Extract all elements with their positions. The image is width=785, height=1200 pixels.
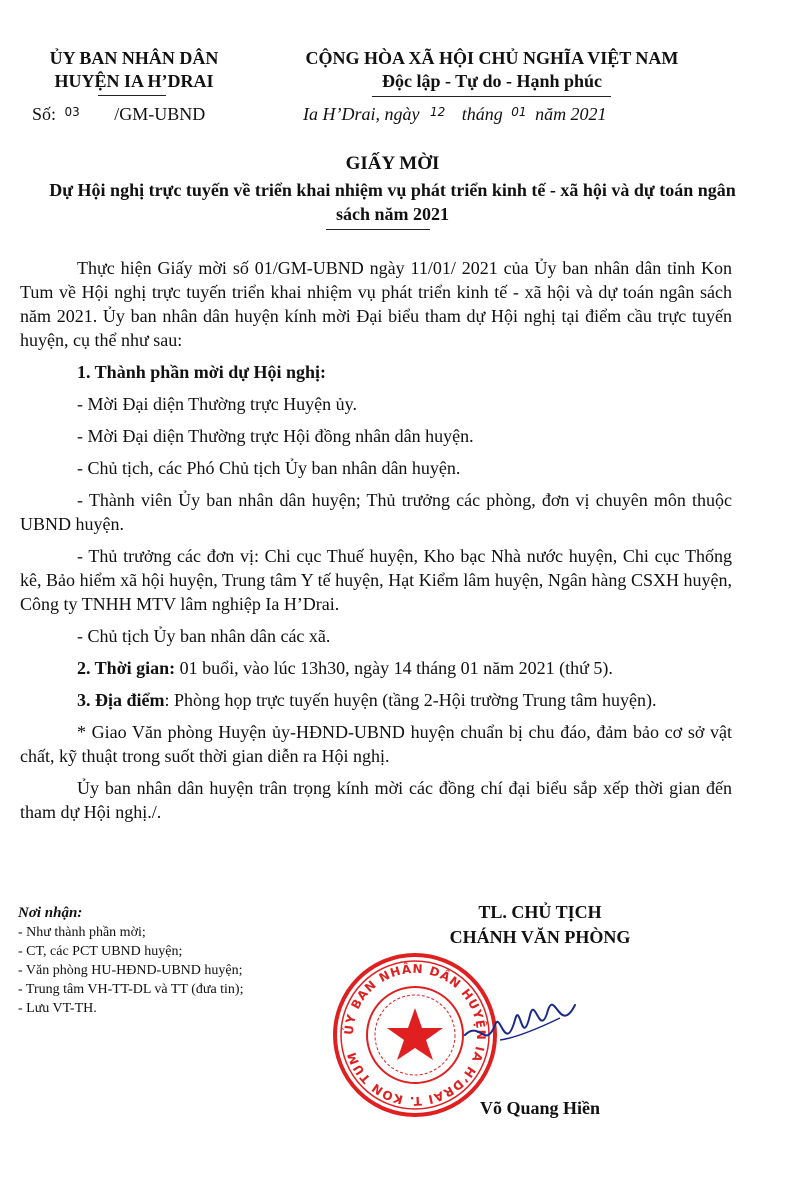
recipients-list bbox=[18, 923, 348, 1018]
attendee-item: - Mời Đại diện Thường trực Huyện ủy. bbox=[77, 394, 358, 414]
section-location bbox=[20, 688, 732, 712]
document-subtitle: Dự Hội nghị trực tuyến về triển khai nhiệm vụ phát triển kinh tế - xã hội và dự toán ngân sách năm 2021 bbox=[49, 180, 736, 224]
date-day: 12 bbox=[429, 105, 446, 119]
document-body bbox=[20, 256, 732, 832]
recipient-item: - Như thành phần mời; bbox=[18, 925, 146, 940]
section-location-label: 3. Địa điểm bbox=[77, 690, 165, 710]
date-year: năm 2021 bbox=[535, 104, 607, 124]
recipient-item: - Trung tâm VH-TT-DL và TT (đưa tin); bbox=[18, 982, 244, 997]
issuing-agency: ỦY BAN NHÂN DÂN bbox=[49, 48, 219, 68]
recipient-item: - CT, các PCT UBND huyện; bbox=[18, 944, 183, 959]
seal-text: ỦY BAN NHÂN DÂN HUYỆN IA H’DRAI T. KON TUM bbox=[341, 961, 489, 1109]
handwritten-signature bbox=[460, 980, 580, 1070]
section-time-text: 01 buổi, vào lúc 13h30, ngày 14 tháng 01 năm 2021 (thứ 5). bbox=[175, 658, 613, 678]
doc-number-prefix: Số: bbox=[32, 104, 57, 124]
recipients-block bbox=[18, 904, 348, 1018]
attendee-item: - Mời Đại diện Thường trực Hội đồng nhân dân huyện. bbox=[77, 426, 474, 446]
signature-authority: TL. CHỦ TỊCH bbox=[478, 902, 602, 922]
document-number bbox=[32, 104, 205, 125]
attendee-item: - Thành viên Ủy ban nhân dân huyện; Thủ trưởng các phòng, đơn vị chuyên môn thuộc UBND huyện. bbox=[20, 490, 732, 534]
doc-number-value: 03 bbox=[64, 105, 80, 119]
place-date-prefix: Ia H’Drai, ngày bbox=[303, 104, 420, 124]
section-attendees-heading: 1. Thành phần mời dự Hội nghị: bbox=[77, 362, 327, 382]
signature-title: CHÁNH VĂN PHÒNG bbox=[449, 927, 631, 947]
issuing-district: HUYỆN IA H’DRAI bbox=[54, 71, 214, 91]
document-title: GIẤY MỜI bbox=[345, 153, 440, 174]
doc-number-suffix: /GM-UBND bbox=[114, 104, 206, 124]
attendee-item: - Thủ trưởng các đơn vị: Chi cục Thuế huyện, Kho bạc Nhà nước huyện, Chi cục Thống kê, Bảo hiểm xã hội huyện, Trung tâm Y tế huyện, Hạt Kiểm lâm huyện, Ngân hàng CSXH huyện, Công ty TNHH MTV lâm nghiệp Ia H’Drai. bbox=[20, 546, 732, 614]
date-month-label: tháng bbox=[461, 104, 503, 124]
national-title: CỘNG HÒA XÃ HỘI CHỦ NGHĨA VIỆT NAM bbox=[305, 48, 679, 68]
signer-name: Võ Quang Hiền bbox=[479, 1098, 601, 1118]
preparation-note: * Giao Văn phòng Huyện ủy-HĐND-UBND huyện chuẩn bị chu đáo, đảm bảo cơ sở vật chất, kỹ thuật trong suốt thời gian diễn ra Hội nghị. bbox=[20, 722, 732, 766]
title-underline bbox=[326, 229, 430, 230]
attendee-item: - Chủ tịch Ủy ban nhân dân các xã. bbox=[77, 626, 331, 646]
date-month: 01 bbox=[511, 105, 527, 119]
section-time-label: 2. Thời gian: bbox=[77, 658, 176, 678]
motto-underline bbox=[372, 96, 611, 97]
section-time bbox=[20, 656, 732, 680]
recipient-item: - Văn phòng HU-HĐND-UBND huyện; bbox=[18, 963, 243, 978]
national-motto: Độc lập - Tự do - Hạnh phúc bbox=[381, 71, 603, 91]
closing-paragraph: Ủy ban nhân dân huyện trân trọng kính mời các đồng chí đại biểu sắp xếp thời gian đến tham dự Hội nghị./. bbox=[20, 778, 732, 822]
recipient-item: - Lưu VT-TH. bbox=[18, 1001, 97, 1016]
intro-paragraph: Thực hiện Giấy mời số 01/GM-UBND ngày 11/01/ 2021 của Ủy ban nhân dân tỉnh Kon Tum về Hội nghị trực tuyến triển khai nhiệm vụ phát triển kinh tế - xã hội và dự toán ngân sách năm 2021. Ủy ban nhân dân huyện kính mời Đại biểu tham dự Hội nghị tại điểm cầu trực tuyến huyện, cụ thể như sau: bbox=[20, 258, 732, 350]
recipients-heading: Nơi nhận: bbox=[18, 905, 83, 921]
attendee-item: - Chủ tịch, các Phó Chủ tịch Ủy ban nhân dân huyện. bbox=[77, 458, 461, 478]
agency-underline bbox=[98, 95, 166, 96]
section-location-text: : Phòng họp trực tuyến huyện (tầng 2-Hội trường Trung tâm huyện). bbox=[164, 690, 657, 710]
place-date bbox=[303, 104, 607, 125]
